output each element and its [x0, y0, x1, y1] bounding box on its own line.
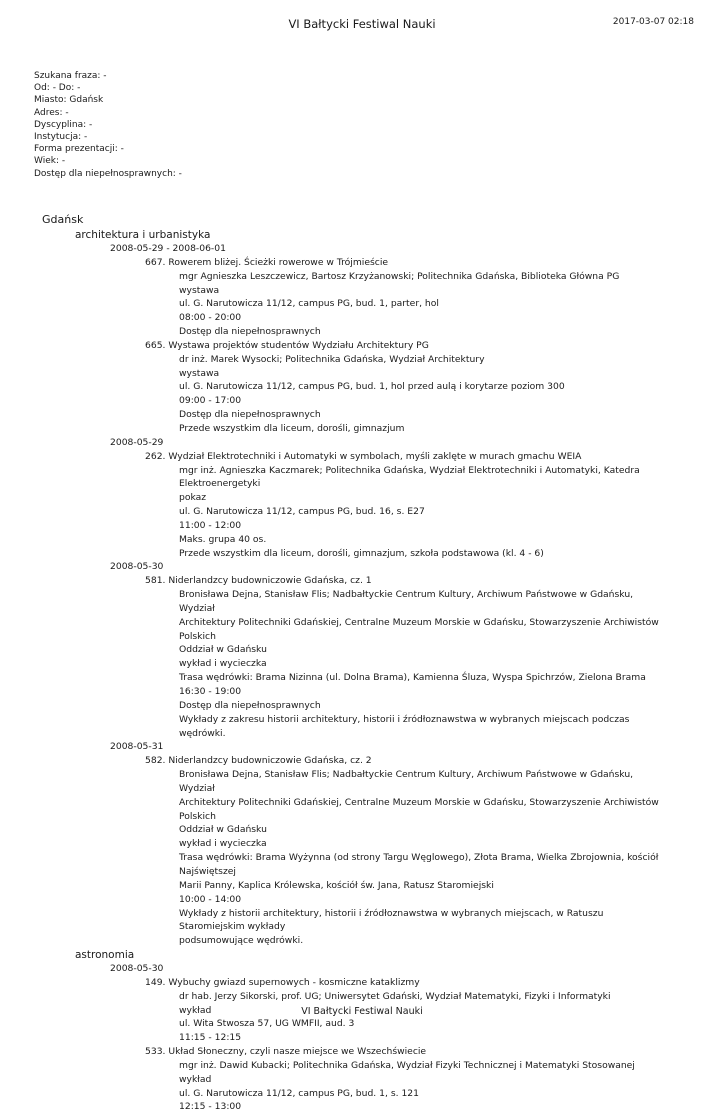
search-criterion: Wiek: - [34, 156, 66, 167]
event-detail: wykład i wycieczka [179, 658, 267, 670]
event-date: 2008-05-31 [110, 741, 164, 753]
event-title: 667. Rowerem bliżej. Ścieżki rowerowe w Trójmieście [145, 256, 389, 268]
event-title: 533. Układ Słoneczny, czyli nasze miejsce we Wszechświecie [145, 1046, 427, 1058]
event-detail: ul. G. Narutowicza 11/12, campus PG, bud. 1, parter, hol [179, 298, 439, 310]
event-detail: Architektury Politechniki Gdańskiej, Centralne Muzeum Morskie w Gdańsku, Stowarzyszenie Archiwistów Polskich [179, 616, 659, 642]
search-criterion: Od: - Do: - [34, 83, 81, 94]
event-detail: Bronisława Dejna, Stanisław Flis; Nadbałtyckie Centrum Kultury, Archiwum Państwowe w Gdańsku, Wydział [179, 769, 634, 794]
event-title: 581. Niderlandzcy budowniczowie Gdańska, cz. 1 [145, 575, 372, 587]
city-heading: Gdańsk [42, 213, 84, 226]
event-detail: 10:00 - 14:00 [179, 893, 242, 905]
page-header-title: VI Bałtycki Festiwal Nauki [288, 17, 436, 31]
event-detail: Wykłady z zakresu historii architektury, historii i źródłoznawstwa w wybranych miejscach podczas wędrówki. [179, 713, 630, 739]
event-date: 2008-05-30 [110, 963, 164, 975]
event-detail: wykład i wycieczka [179, 838, 267, 850]
search-criterion: Miasto: Gdańsk [34, 95, 104, 106]
event-detail: Przede wszystkim dla liceum, dorośli, gimnazjum [179, 422, 405, 434]
event-listing [0, 212, 724, 1114]
generated-timestamp: 2017-03-07 02:18 [612, 17, 694, 27]
event-detail: dr inż. Marek Wysocki; Politechnika Gdańska, Wydział Architektury [179, 353, 485, 365]
search-criterion: Szukana fraza: - [34, 71, 107, 81]
event-detail: Trasa wędrówki: Brama Nizinna (ul. Dolna Brama), Kamienna Śluza, Wyspa Spichrzów, Zielona Brama [179, 672, 646, 684]
event-date: 2008-05-29 [110, 436, 164, 448]
discipline-heading: astronomia [75, 949, 135, 962]
page-footer-title: VI Bałtycki Festiwal Nauki [301, 1006, 423, 1017]
event-detail: wykład [179, 1073, 212, 1085]
event-detail: mgr inż. Agnieszka Kaczmarek; Politechnika Gdańska, Wydział Elektrotechniki i Automatyki, Katedra Elektroenergetyki [179, 464, 640, 490]
event-title: 262. Wydział Elektrotechniki i Automatyki w symbolach, myśli zaklęte w murach gmachu WEIA [145, 450, 582, 462]
event-detail: Oddział w Gdańsku [179, 644, 267, 656]
event-detail: podsumowujące wędrówki. [179, 935, 304, 947]
event-detail: 09:00 - 17:00 [179, 395, 242, 407]
event-detail: 12:15 - 13:00 [179, 1101, 242, 1113]
search-criterion: Adres: - [34, 107, 69, 118]
event-detail: Dostęp dla niepełnosprawnych [179, 326, 321, 338]
event-title: 665. Wystawa projektów studentów Wydziału Architektury PG [145, 339, 429, 351]
event-detail: ul. G. Narutowicza 11/12, campus PG, bud. 1, s. 121 [179, 1087, 419, 1099]
event-detail: wykład [179, 1004, 212, 1016]
search-criteria [34, 70, 182, 180]
event-detail: Przede wszystkim dla liceum, dorośli, gimnazjum, szkoła podstawowa (kl. 4 - 6) [179, 547, 544, 559]
event-detail: ul. Wita Stwosza 57, UG WMFII, aud. 3 [179, 1018, 355, 1030]
search-criterion: Forma prezentacji: - [34, 144, 124, 155]
event-date: 2008-05-29 - 2008-06-01 [110, 243, 226, 254]
discipline-heading: architektura i urbanistyka [75, 229, 211, 241]
event-detail: Dostęp dla niepełnosprawnych [179, 699, 321, 711]
event-detail: wystawa [179, 367, 220, 379]
event-detail: 08:00 - 20:00 [179, 312, 242, 324]
event-detail: ul. G. Narutowicza 11/12, campus PG, bud. 16, s. E27 [179, 506, 425, 518]
search-criterion: Dostęp dla niepełnosprawnych: - [34, 168, 182, 179]
event-detail: 16:30 - 19:00 [179, 686, 242, 697]
event-detail: Bronisława Dejna, Stanisław Flis; Nadbałtyckie Centrum Kultury, Archiwum Państwowe w Gdańsku, Wydział [179, 589, 634, 614]
event-detail: mgr inż. Dawid Kubacki; Politechnika Gdańska, Wydział Fizyki Technicznej i Matematyki Stosowanej [179, 1059, 635, 1071]
event-detail: mgr Agnieszka Leszczewicz, Bartosz Krzyżanowski; Politechnika Gdańska, Biblioteka Główna PG [179, 270, 620, 282]
search-criterion: Instytucja: - [34, 132, 88, 143]
event-detail: Maks. grupa 40 os. [179, 533, 267, 545]
event-detail: Marii Panny, Kaplica Królewska, kościół św. Jana, Ratusz Staromiejski [179, 879, 494, 891]
event-detail: dr hab. Jerzy Sikorski, prof. UG; Uniwersytet Gdański, Wydział Matematyki, Fizyki i Informatyki [179, 990, 611, 1002]
event-detail: ul. G. Narutowicza 11/12, campus PG, bud. 1, hol przed aulą i korytarze poziom 300 [179, 381, 565, 393]
event-detail: Dostęp dla niepełnosprawnych [179, 409, 321, 421]
event-detail: Wykłady z historii architektury, historii i źródłoznawstwa w wybranych miejscach, w Ratuszu Staromiejskim wykłady [179, 907, 604, 933]
search-criterion: Dyscyplina: - [34, 119, 93, 130]
event-detail: Trasa wędrówki: Brama Wyżynna (od strony Targu Węglowego), Złota Brama, Wielka Zbrojownia, kościół Najświętszej [179, 852, 659, 877]
event-detail: pokaz [179, 492, 207, 504]
event-title: 149. Wybuchy gwiazd supernowych - kosmiczne kataklizmy [145, 976, 420, 988]
event-title: 582. Niderlandzcy budowniczowie Gdańska, cz. 2 [145, 755, 372, 767]
event-detail: Architektury Politechniki Gdańskiej, Centralne Muzeum Morskie w Gdańsku, Stowarzyszenie Archiwistów Polskich [179, 796, 659, 822]
event-date: 2008-05-30 [110, 561, 164, 573]
event-detail: 11:15 - 12:15 [179, 1032, 242, 1044]
event-detail: wystawa [179, 284, 220, 296]
event-detail: Oddział w Gdańsku [179, 824, 267, 836]
event-detail: 11:00 - 12:00 [179, 519, 242, 531]
